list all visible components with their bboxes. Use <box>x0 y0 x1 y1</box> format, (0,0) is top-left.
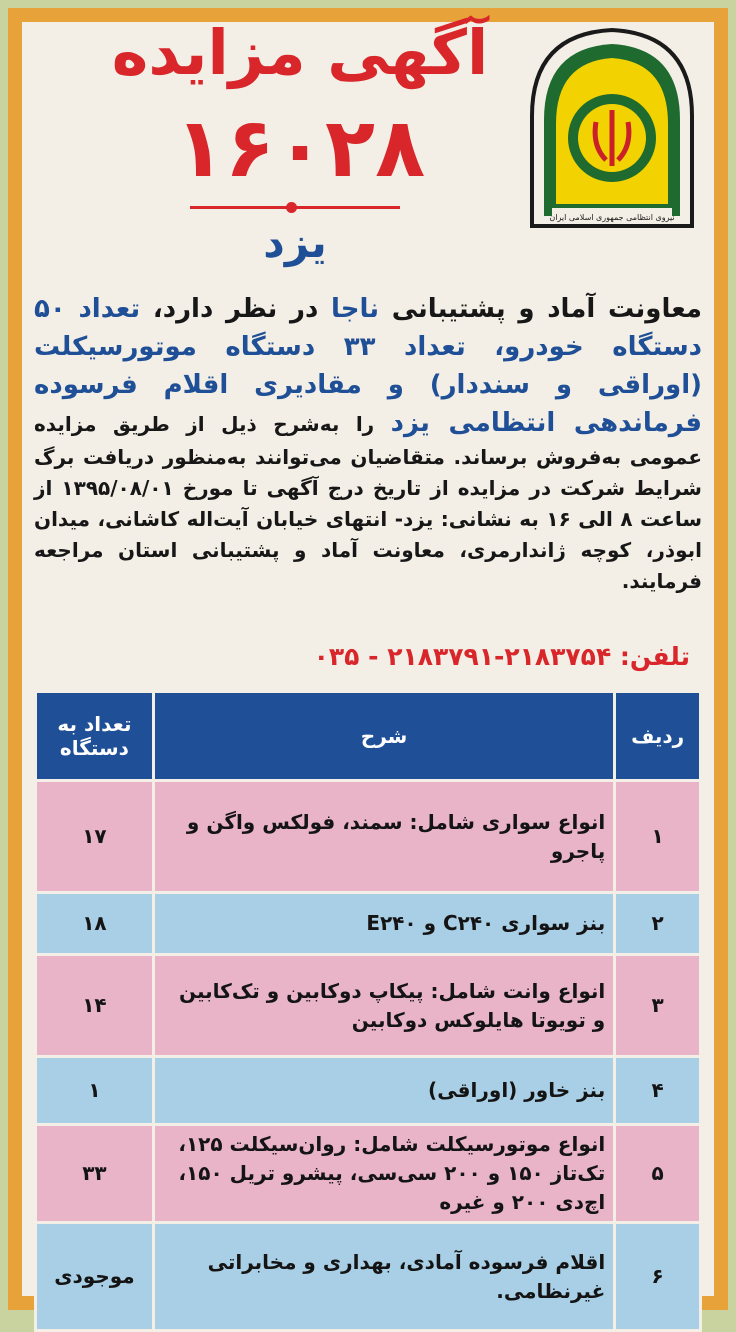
header-description: شرح <box>153 692 614 781</box>
header-count: تعداد به دستگاه <box>36 692 154 781</box>
row-count: موجودی <box>36 1223 154 1331</box>
row-count: ۱ <box>36 1057 154 1125</box>
items-table <box>34 690 702 1332</box>
paragraph-lead-3: در نظر دارد، <box>140 294 331 324</box>
notice-city: یزد <box>263 218 327 267</box>
row-description: انواع سواری شامل: سمند، فولکس واگن و پاجرو <box>153 781 614 893</box>
row-number: ۳ <box>615 955 701 1057</box>
table-header-row <box>36 692 701 781</box>
header-row-number: ردیف <box>615 692 701 781</box>
table-row <box>36 893 701 955</box>
row-description: بنز سواری C۲۴۰ و E۲۴۰ <box>153 893 614 955</box>
divider <box>190 206 400 209</box>
police-emblem-icon <box>522 26 702 234</box>
table-row <box>36 1057 701 1125</box>
row-description: اقلام فرسوده آمادی، بهداری و مخابراتی غیرنظامی. <box>153 1223 614 1331</box>
row-description: انواع وانت شامل: پیکاپ دوکابین و تک‌کابین و تویوتا هایلوکس دوکابین <box>153 955 614 1057</box>
row-number: ۴ <box>615 1057 701 1125</box>
row-number: ۵ <box>615 1125 701 1223</box>
row-count: ۱۴ <box>36 955 154 1057</box>
row-count: ۱۷ <box>36 781 154 893</box>
table-row <box>36 1125 701 1223</box>
row-count: ۱۸ <box>36 893 154 955</box>
notice-paragraph <box>34 290 702 597</box>
row-number: ۶ <box>615 1223 701 1331</box>
row-description: انواع موتورسیکلت شامل: روان‌سیکلت ۱۲۵، تک‌تاز ۱۵۰ و ۲۰۰ سی‌سی، پیشرو تریل ۱۵۰، اچ‌دی ۲۰۰ و غیره <box>153 1125 614 1223</box>
paragraph-rest: را به‌شرح ذیل از طریق مزایده عمومی به‌فروش برساند. متقاضیان می‌توانند به‌منظور دریافت برگ شرایط شرکت در مزایده از تاریخ درج آگهی تا مورخ ۱۳۹۵/۰۸/۰۱ از ساعت ۸ الی ۱۶ به نشانی: یزد- انتهای خیابان آیت‌اله کاشانی، میدان ابوذر، کوچه ژاندارمری، معاونت آماد و پشتیبانی استان مراجعه فرمایند. <box>34 412 702 593</box>
phone-number: تلفن: ۲۱۸۳۷۵۴-۲۱۸۳۷۹۱ - ۰۳۵ <box>313 642 690 671</box>
row-number: ۱ <box>615 781 701 893</box>
row-number: ۲ <box>615 893 701 955</box>
emblem-caption: نیروی انتظامی جمهوری اسلامی ایران <box>549 213 675 222</box>
table-row <box>36 955 701 1057</box>
paragraph-lead-4: تعداد ۵۰ دستگاه خودرو، تعداد ۳۳ دستگاه موتورسیکلت (اوراقی و سنددار) و مقادیری اقلام فرسوده فرماندهی انتظامی یزد <box>34 294 702 438</box>
table-row <box>36 1223 701 1331</box>
paragraph-lead-1: معاونت آماد و پشتیبانی <box>379 294 702 324</box>
notice-number: ۱۶۰۲۸ <box>174 101 426 196</box>
row-description: بنز خاور (اوراقی) <box>153 1057 614 1125</box>
table-row <box>36 781 701 893</box>
notice-title: آگهی مزایده <box>111 16 489 89</box>
paragraph-lead-2: ناجا <box>331 294 380 324</box>
row-count: ۳۳ <box>36 1125 154 1223</box>
